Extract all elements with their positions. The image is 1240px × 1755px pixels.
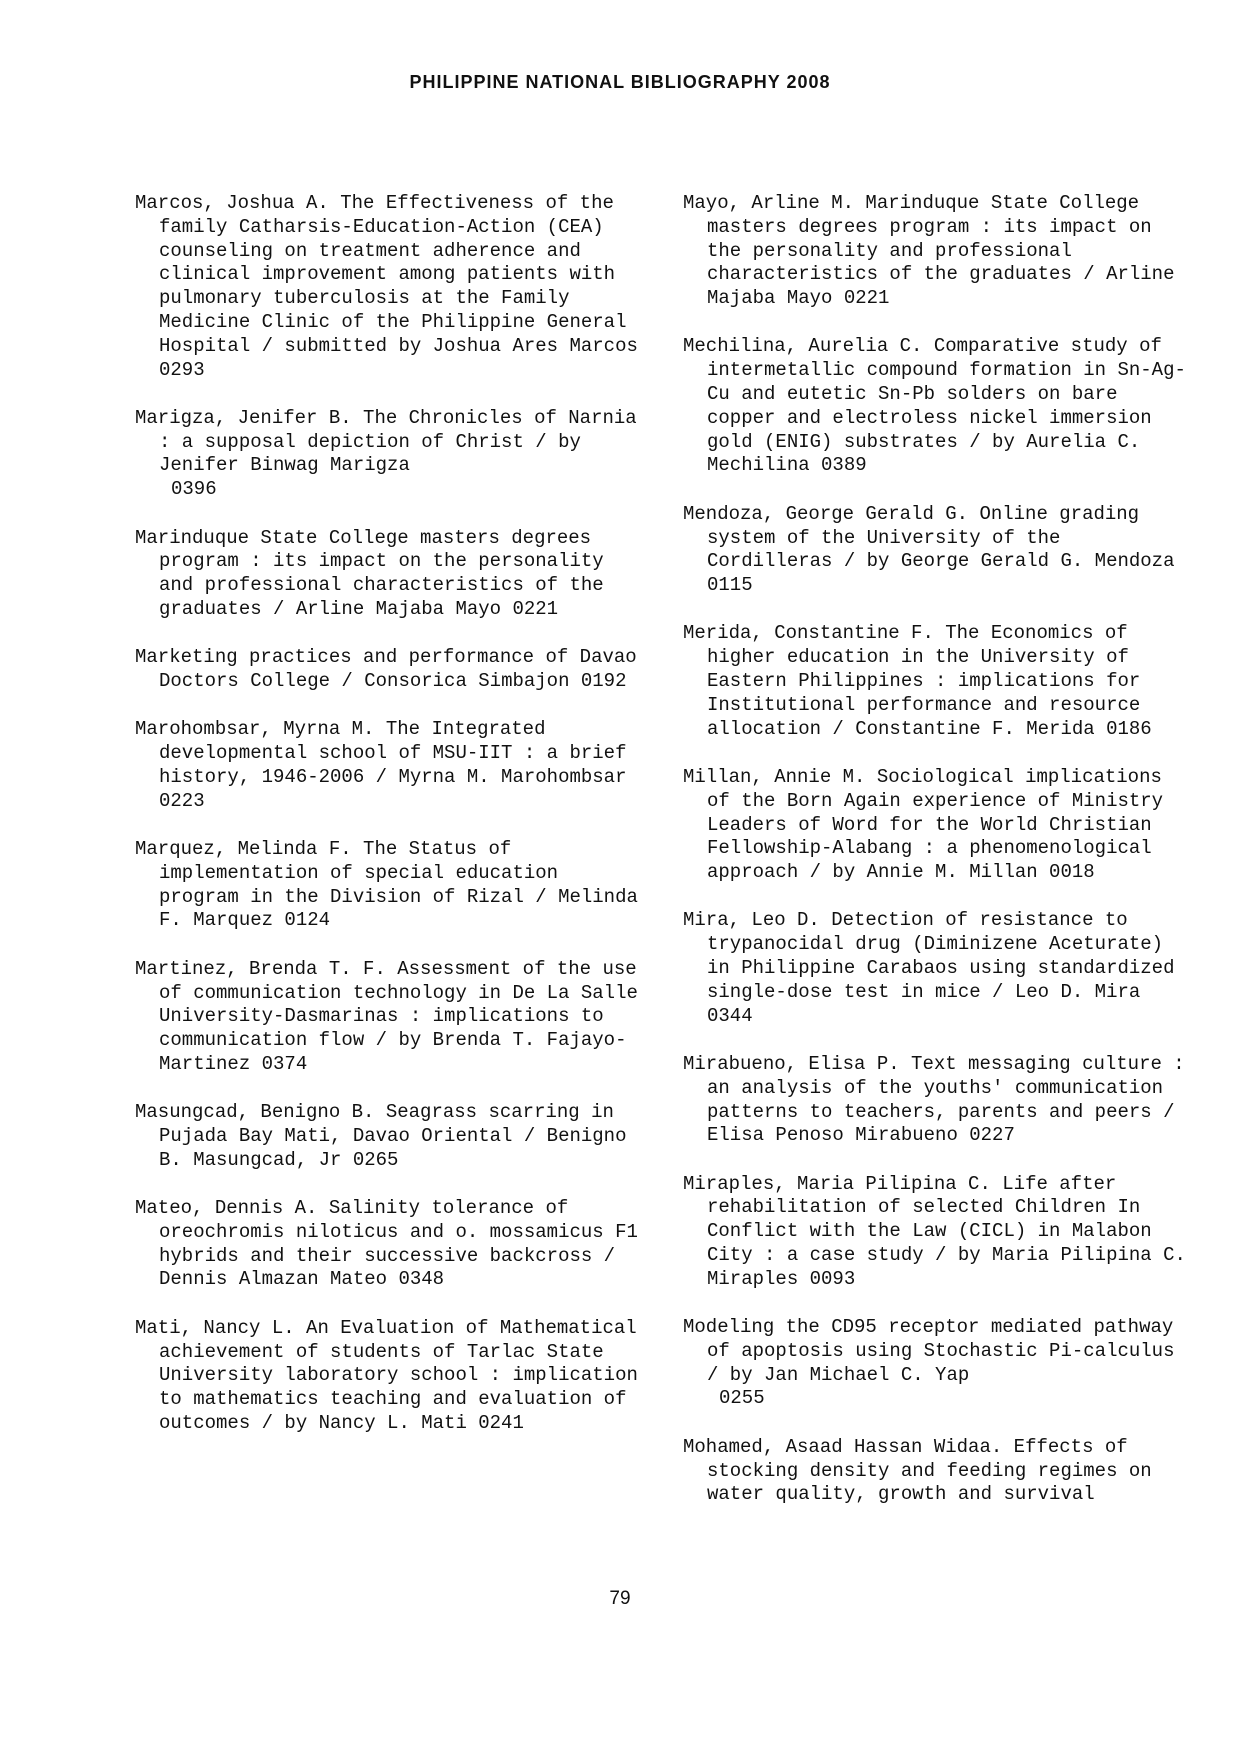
bibliography-entry	[135, 838, 640, 933]
bibliography-entry	[135, 1197, 640, 1292]
entry-heading: Mohamed, Asaad Hassan Widaa.	[683, 1435, 1003, 1458]
bibliography-entry	[683, 1053, 1195, 1148]
bibliography-entry	[135, 192, 640, 382]
bibliography-entry	[135, 958, 640, 1077]
entry-heading: Marohombsar, Myrna M.	[135, 718, 375, 741]
entry-heading: Miraples, Maria Pilipina C.	[683, 1172, 991, 1195]
bibliography-entry	[683, 766, 1195, 885]
entry-description: The Economics of higher education in the University of Eastern Philippines : implications for Institutional performance and resource allocation / Constantine F. Merida 0186	[707, 622, 1152, 740]
bibliography-entry	[683, 192, 1195, 311]
entry-heading: Marinduque State College masters degrees program :	[135, 526, 592, 573]
entry-record-number: 0255	[719, 1387, 765, 1410]
entry-heading: Mira, Leo D.	[683, 909, 820, 932]
entry-heading: Martinez, Brenda T. F.	[135, 957, 386, 980]
entry-heading: Masungcad, Benigno B.	[135, 1101, 375, 1124]
bibliography-entry	[135, 1101, 640, 1172]
entry-heading: Marquez, Melinda F.	[135, 838, 352, 861]
entry-description: Seagrass scarring in Pujada Bay Mati, Davao Oriental / Benigno B. Masungcad, Jr 0265	[159, 1101, 627, 1171]
entry-heading: Mirabueno, Elisa P.	[683, 1052, 900, 1075]
entry-heading: Millan, Annie M.	[683, 765, 866, 788]
entry-heading: Marketing practices and performance of Davao Doctors College /	[135, 646, 637, 693]
page-number: 79	[609, 1588, 631, 1609]
page-title: PHILIPPINE NATIONAL BIBLIOGRAPHY 2008	[409, 72, 831, 92]
entry-description: Effects of stocking density and feeding regimes on water quality, growth and survival	[707, 1435, 1152, 1506]
entry-description: Marinduque State College masters degrees program : its impact on the personality and professional characteristics of the graduates / Arline Majaba Mayo 0221	[707, 192, 1175, 310]
entry-heading: Marcos, Joshua A.	[135, 192, 329, 214]
entry-description: Salinity tolerance of oreochromis niloticus and o. mossamicus F1 hybrids and their successive backcross / Dennis Almazan Mateo 0348	[159, 1197, 638, 1291]
entry-heading: Modeling the CD95 receptor mediated pathway of apoptosis using Stochastic Pi-calculus /	[683, 1316, 1175, 1386]
entry-description: Comparative study of intermetallic compound formation in Sn-Ag-Cu and eutetic Sn-Pb solders on bare copper and electroless nickel immersion gold (ENIG) substrates / by Aurelia C. Mechilina 0389	[707, 335, 1186, 477]
entry-description: The Status of implementation of special education program in the Division of Rizal / Melinda F. Marquez 0124	[159, 838, 638, 932]
bibliography-entry	[683, 1173, 1195, 1292]
bibliography-entry	[135, 407, 640, 502]
entry-description: An Evaluation of Mathematical achievement of students of Tarlac State University laboratory school : implication to mathematics teaching and evaluation of outcomes / by Nancy L. Mati 0241	[159, 1316, 638, 1434]
entry-heading: Mateo, Dennis A.	[135, 1197, 318, 1220]
bibliography-entry	[135, 718, 640, 813]
bibliography-entry	[683, 909, 1195, 1028]
entry-description: its impact on the personality and professional characteristics of the graduates / Arline Majaba Mayo 0221	[159, 550, 604, 620]
entry-description: The Chronicles of Narnia : a supposal depiction of Christ / by Jenifer Binwag Marigza	[159, 406, 637, 477]
entry-description: Detection of resistance to trypanocidal drug (Diminizene Aceturate) in Philippine Carabaos using standardized single-dose test in mice / Leo D. Mira 0344	[707, 909, 1175, 1027]
bibliography-entry	[135, 646, 640, 694]
right-column	[683, 192, 1195, 1532]
entry-description: Text messaging culture : an analysis of the youths' communication patterns to teachers, parents and peers / Elisa Penoso Mirabueno 0227	[707, 1052, 1185, 1147]
bibliography-entry	[683, 1316, 1195, 1411]
entry-description: Online grading system of the University of the Cordilleras / by George Gerald G. Mendoza 0115	[707, 502, 1175, 597]
entry-record-number: 0396	[171, 478, 217, 501]
bibliography-entry	[135, 1317, 640, 1436]
entry-description: Sociological implications of the Born Again experience of Ministry Leaders of Word for the World Christian Fellowship-Alabang : a phenomenological approach / by Annie M. Millan 0018	[707, 765, 1164, 884]
entry-description: The Effectiveness of the family Catharsis-Education-Action (CEA) counseling on treatment adherence and clinical improvement among patients with pulmonary tuberculosis at the Family Medicine Clinic of the Philippine General Hospital / submitted by Joshua Ares Marcos 0293	[159, 192, 638, 381]
entry-heading: Mayo, Arline M.	[683, 192, 855, 214]
entry-heading: Mendoza, George Gerald G.	[683, 502, 969, 525]
entry-heading: Marigza, Jenifer B.	[135, 406, 352, 429]
entry-description: Assessment of the use of communication technology in De La Salle University-Dasmarinas : implications to communication flow / by Brenda T. Fajayo-Martinez 0374	[159, 957, 638, 1075]
entry-description: Consorica Simbajon 0192	[352, 670, 627, 693]
entry-description: by Jan Michael C. Yap	[718, 1363, 970, 1386]
bibliography-entry	[683, 335, 1195, 478]
bibliography-entry	[683, 622, 1195, 741]
bibliography-entry	[683, 1436, 1195, 1507]
bibliography-entry	[135, 527, 640, 622]
left-column	[135, 192, 640, 1460]
entry-heading: Merida, Constantine F.	[683, 622, 934, 645]
entry-description: Life after rehabilitation of selected Children In Conflict with the Law (CICL) in Malabon City : a case study / by Maria Pilipina C. Miraples 0093	[707, 1172, 1186, 1290]
entry-description: The Integrated developmental school of MSU-IIT : a brief history, 1946-2006 / Myrna M. Marohombsar 0223	[159, 718, 627, 812]
entry-heading: Mechilina, Aurelia C.	[683, 335, 923, 358]
bibliography-entry	[683, 503, 1195, 598]
entry-heading: Mati, Nancy L.	[135, 1316, 295, 1339]
